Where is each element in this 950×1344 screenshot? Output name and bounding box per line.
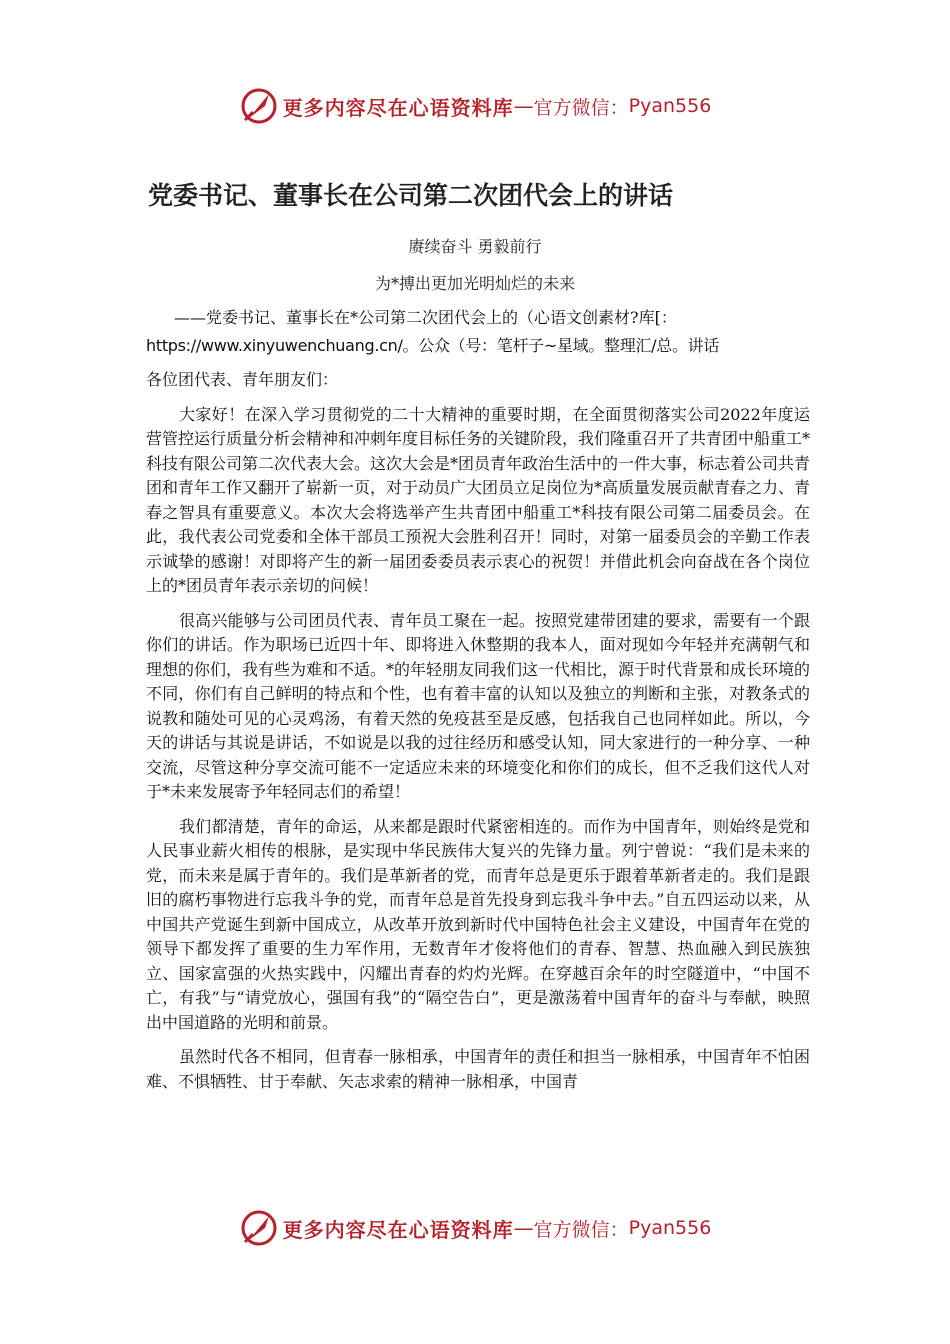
- attribution-line-1: ——党委书记、董事长在*公司第二次团代会上的（心语文创素材?库[：: [174, 308, 677, 327]
- banner-account: Pyan556: [628, 95, 712, 117]
- paragraph: 很高兴能够与公司团员代表、青年员工聚在一起。按照党建带团建的要求，需要有一个跟你们的讲话。作为职场已近四十年、即将进入休整期的我本人，面对现如今年轻并充满朝气和理想的你们，我有些为难和不适。*的年轻朋友同我们这一代相比，源于时代背景和成长环境的不同，你们有自己鲜明的特点和个性，也有着丰富的认知以及独立的判断和主张，对教条式的说教和随处可见的心灵鸡汤，有着天然的免疫甚至是反感，包括我自己也同样如此。所以，今天的讲话与其说是讲话，不如说是以我的过往经历和感受认知，同大家进行的一种分享、一种交流，尽管这种分享交流可能不一定适应未来的环境变化和你们的成长，但不乏我们这代人对于*未来发展寄予年轻同志们的希望！: [146, 610, 811, 801]
- banner-headline: 更多内容尽在心语资料库: [282, 1217, 514, 1242]
- attribution-line-2: https://www.xinyuwenchuang.cn/。公众（号：笔杆子~星域。整理汇/总。讲话: [146, 336, 720, 355]
- subtitle-2: 为*搏出更加光明灿烂的未来: [374, 274, 575, 293]
- subtitle-1: 赓续奋斗 勇毅前行: [408, 237, 542, 256]
- banner-dash: —: [513, 94, 534, 118]
- paragraph: 我们都清楚，青年的命运，从来都是跟时代紧密相连的。而作为中国青年，则始终是党和人民事业薪火相传的根脉，是实现中华民族伟大复兴的先锋力量。列宁曾说：“我们是未来的党，而未来是属于青年的。我们是革新者的党，而青年总是更乐于跟着革新者走的。我们是跟旧的腐朽事物进行忘我斗争的党，而青年总是首先投身到忘我斗争中去。”自五四运动以来，从中国共产党诞生到新中国成立，从改革开放到新时代中国特色社会主义建设，中国青年在党的领导下都发挥了重要的生力军作用，无数青年才俊将他们的青春、智慧、热血融入到民族独立、国家富强的火热实践中，闪耀出青春的灼灼光辉。在穿越百余年的时空隧道中，“中国不亡，有我”与“请党放心，强国有我”的“隔空告白”，更是激荡着中国青年的奋斗与奉献，映照出中国道路的光明和前景。: [146, 816, 810, 1032]
- banner-account: Pyan556: [628, 1217, 712, 1239]
- banner-label: 官方微信：: [533, 1218, 629, 1241]
- attribution: [146, 304, 806, 360]
- banner-headline: 更多内容尽在心语资料库: [282, 95, 514, 120]
- banner-dash: —: [513, 1216, 534, 1240]
- quill-logo-icon: [239, 86, 279, 126]
- paragraph: 虽然时代各不相同，但青春一脉相承，中国青年的责任和担当一脉相承，中国青年不怕困难、不惧牺牲、甘于奉献、矢志求索的精神一脉相承，中国青: [146, 1047, 810, 1091]
- paragraph: 大家好！在深入学习贯彻党的二十大精神的重要时期，在全面贯彻落实公司2022年度运营管控运行质量分析会精神和冲刺年度目标任务的关键阶段，我们隆重召开了共青团中船重工*科技有限公司第二次代表大会。这次大会是*团员青年政治生活中的一件大事，标志着公司共青团和青年工作又翻开了崭新一页，对于动员广大团员立足岗位为*高质量发展贡献青春之力、青春之智具有重要意义。本次大会将选举产生共青团中船重工*科技有限公司第二届委员会。在此，我代表公司党委和全体干部员工预祝大会胜利召开！同时，对第一届委员会的辛勤工作表示诚挚的感谢！对即将产生的新一届团委委员表示衷心的祝贺！并借此机会向奋战在各个岗位上的*团员青年表示亲切的问候！: [146, 404, 811, 595]
- page-title: 党委书记、董事长在公司第二次团代会上的讲话: [148, 181, 674, 210]
- footer-banner: [0, 1206, 950, 1250]
- quill-logo-icon: [239, 1208, 279, 1248]
- speech-body: [146, 368, 810, 1104]
- greeting: 各位团代表、青年朋友们：: [146, 370, 339, 389]
- header-banner: [0, 84, 950, 128]
- banner-label: 官方微信：: [533, 96, 629, 119]
